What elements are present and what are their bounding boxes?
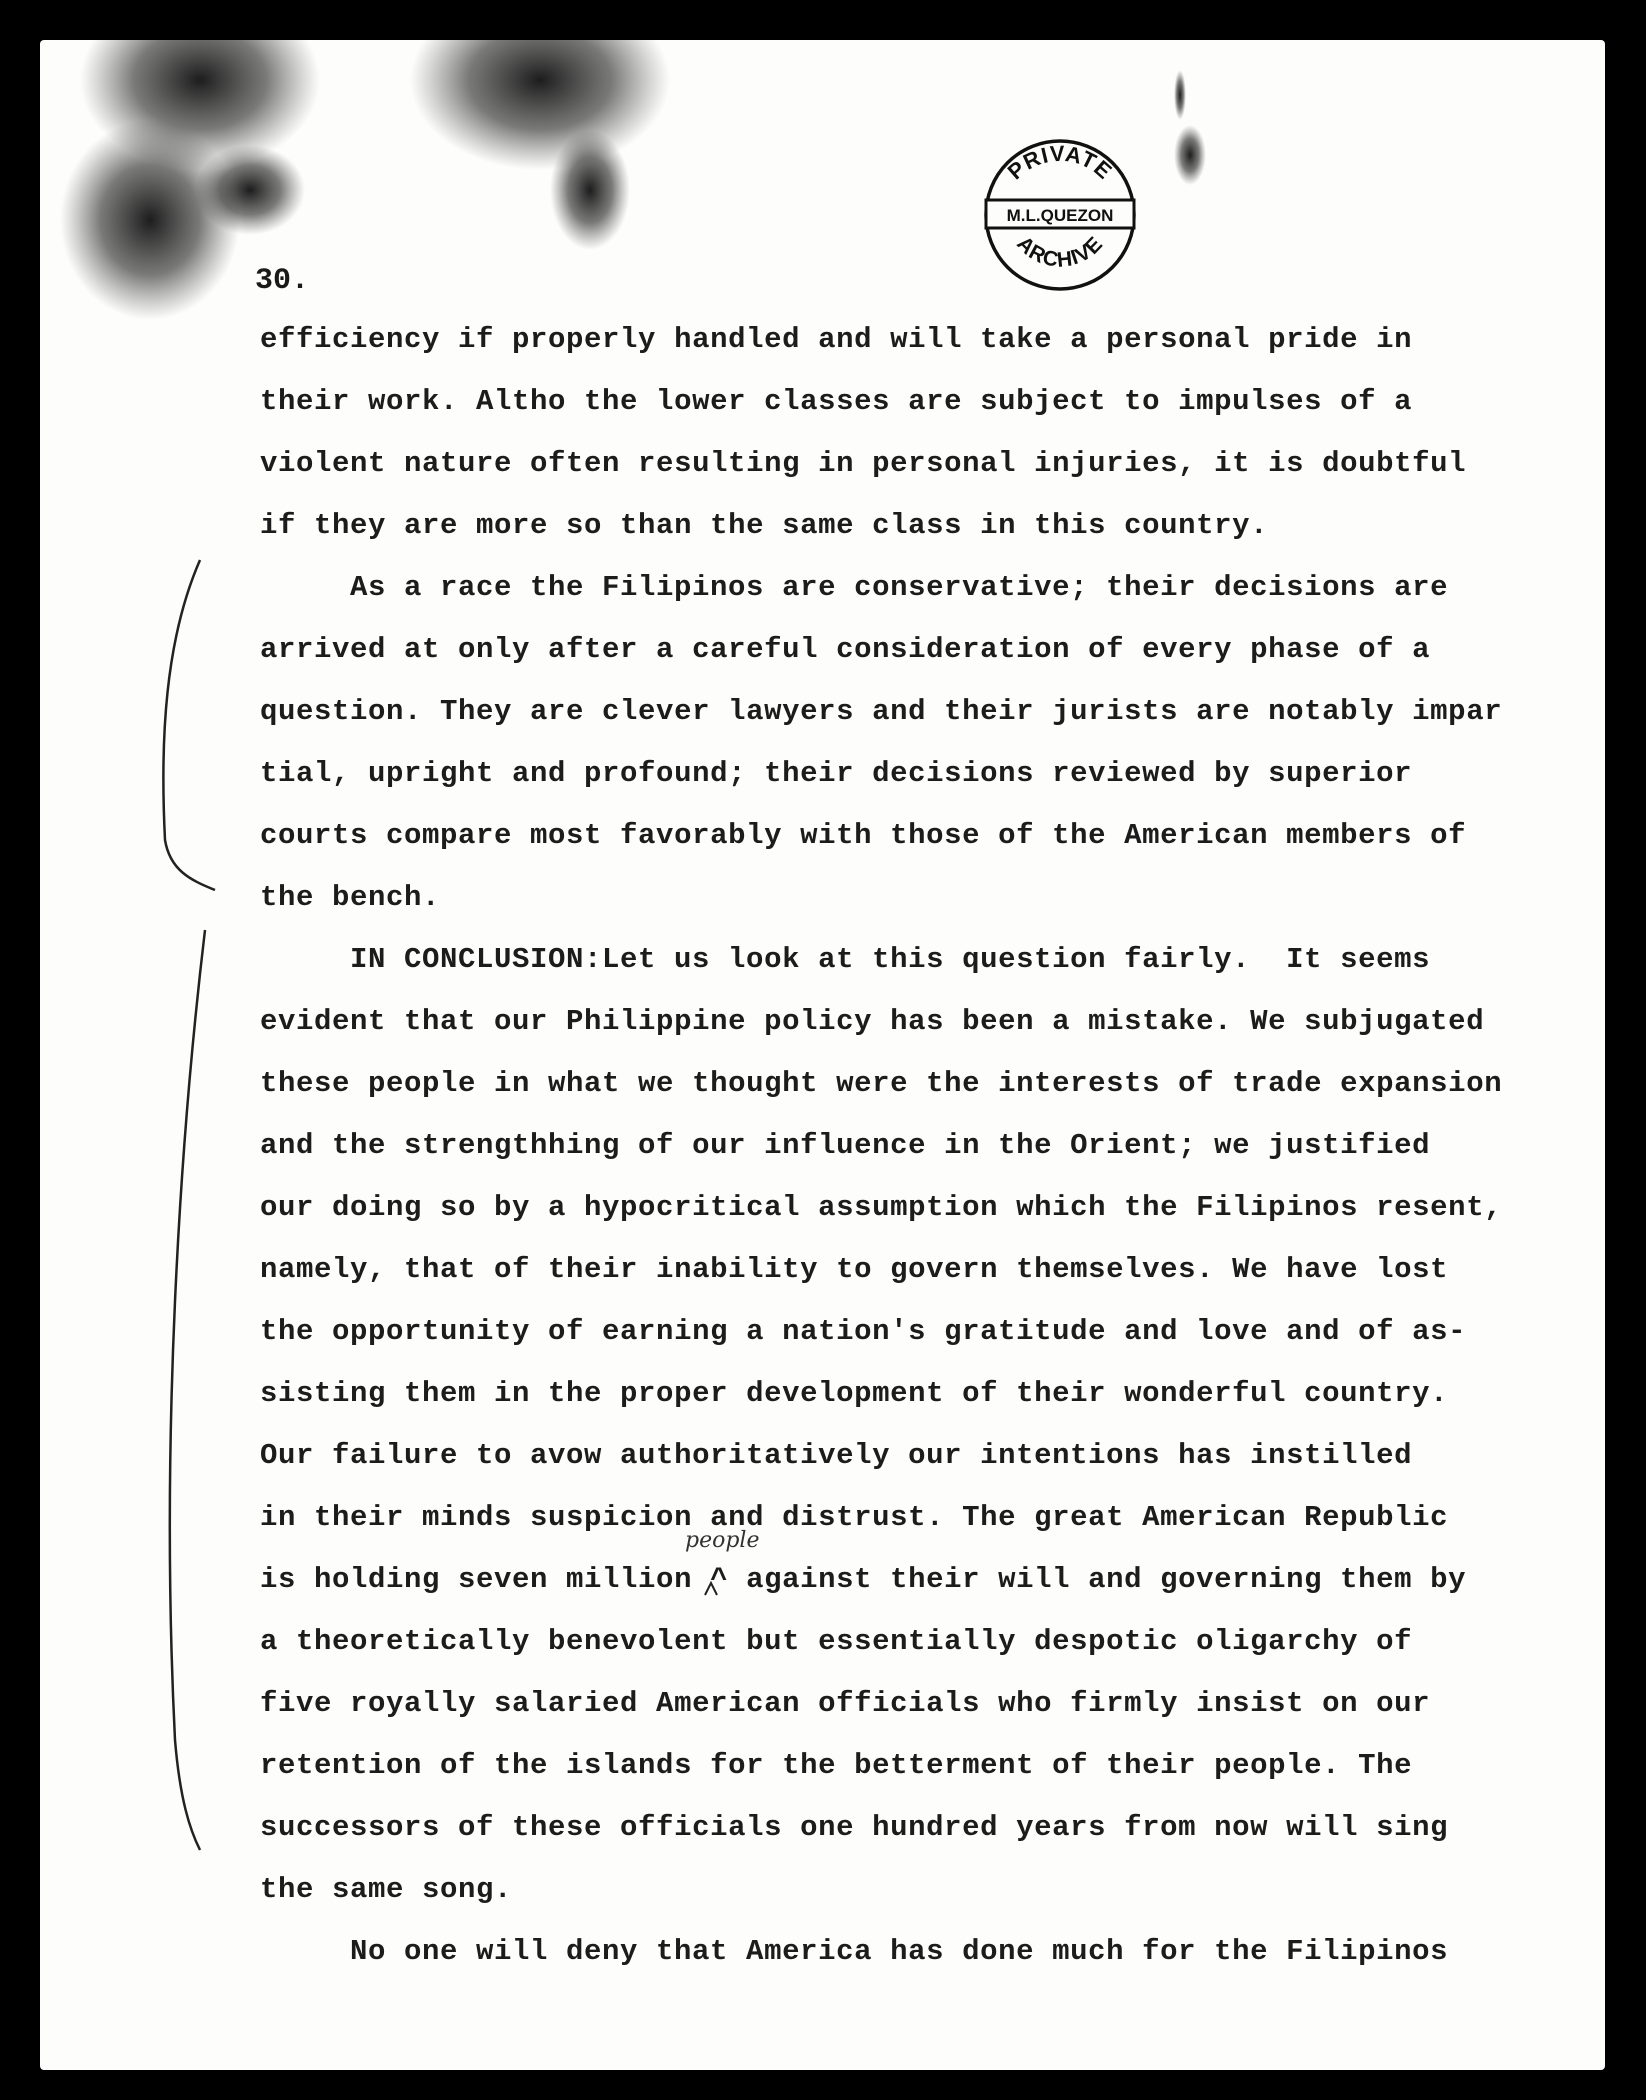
stamp-top-text: PRIVATE (1002, 140, 1118, 185)
text-line: if they are more so than the same class in this country. (260, 509, 1269, 542)
text-line: courts compare most favorably with those of the American members of (260, 819, 1467, 852)
document-page (40, 40, 1605, 2070)
text-line: evident that our Philippine policy has been a mistake. We subjugated (260, 1005, 1485, 1038)
text-line: in their minds suspicion and distrust. The great American Republic (260, 1501, 1449, 1534)
text-line: violent nature often resulting in personal injuries, it is doubtful (260, 447, 1467, 480)
text-line: namely, that of their inability to govern themselves. We have lost (260, 1253, 1449, 1286)
text-line: sisting them in the proper development of their wonderful country. (260, 1377, 1449, 1410)
text-line: efficiency if properly handled and will take a personal pride in (260, 323, 1413, 356)
stamp-bottom-text: ARCHIVE (1012, 231, 1108, 272)
archive-stamp (980, 135, 1140, 295)
ink-blot (195, 145, 305, 235)
text-line: question. They are clever lawyers and their jurists are notably impar (260, 695, 1503, 728)
margin-bracket (170, 930, 205, 1850)
handwritten-insertion: people (685, 1528, 760, 1553)
margin-bracket (163, 560, 215, 890)
text-line: Our failure to avow authoritatively our intentions has instilled (260, 1439, 1413, 1472)
text-line: No one will deny that America has done much for the Filipinos (350, 1935, 1449, 1968)
text-line: arrived at only after a careful consideration of every phase of a (260, 633, 1431, 666)
text-line: the bench. (260, 881, 441, 914)
text-line: As a race the Filipinos are conservative; their decisions are (350, 571, 1449, 604)
ink-blot (1174, 125, 1206, 185)
text-line: our doing so by a hypocritical assumption which the Filipinos resent, (260, 1191, 1503, 1224)
ink-blot (550, 130, 630, 250)
page-number: 30. (255, 264, 310, 298)
ink-blot (1174, 70, 1186, 120)
text-line: and the strengthhing of our influence in the Orient; we justified (260, 1129, 1431, 1162)
svg-text:PRIVATE (1003, 141, 1118, 185)
text-line: their work. Altho the lower classes are subject to impulses of a (260, 385, 1413, 418)
ink-blot (60, 120, 240, 320)
ink-blot (80, 40, 320, 170)
text-line: retention of the islands for the betterment of their people. The (260, 1749, 1413, 1782)
text-line: tial, upright and profound; their decisions reviewed by superior (260, 757, 1413, 790)
text-line: is holding seven million ^ against their will and governing them by (260, 1563, 1467, 1596)
stamp-center-text: M.L.QUEZON (1006, 206, 1114, 225)
text-line: these people in what we thought were the interests of trade expansion (260, 1067, 1503, 1100)
text-line: the opportunity of earning a nation's gratitude and love and of as- (260, 1315, 1467, 1348)
text-line: the same song. (260, 1873, 513, 1906)
text-line: IN CONCLUSION:Let us look at this question fairly. It seems (350, 943, 1431, 976)
text-line: successors of these officials one hundred years from now will sing (260, 1811, 1449, 1844)
ink-blot (410, 40, 670, 170)
text-line: a theoretically benevolent but essentially despotic oligarchy of (260, 1625, 1413, 1658)
text-line: five royally salaried American officials who firmly insist on our (260, 1687, 1431, 1720)
svg-text:ARCHIVE (1012, 232, 1107, 272)
